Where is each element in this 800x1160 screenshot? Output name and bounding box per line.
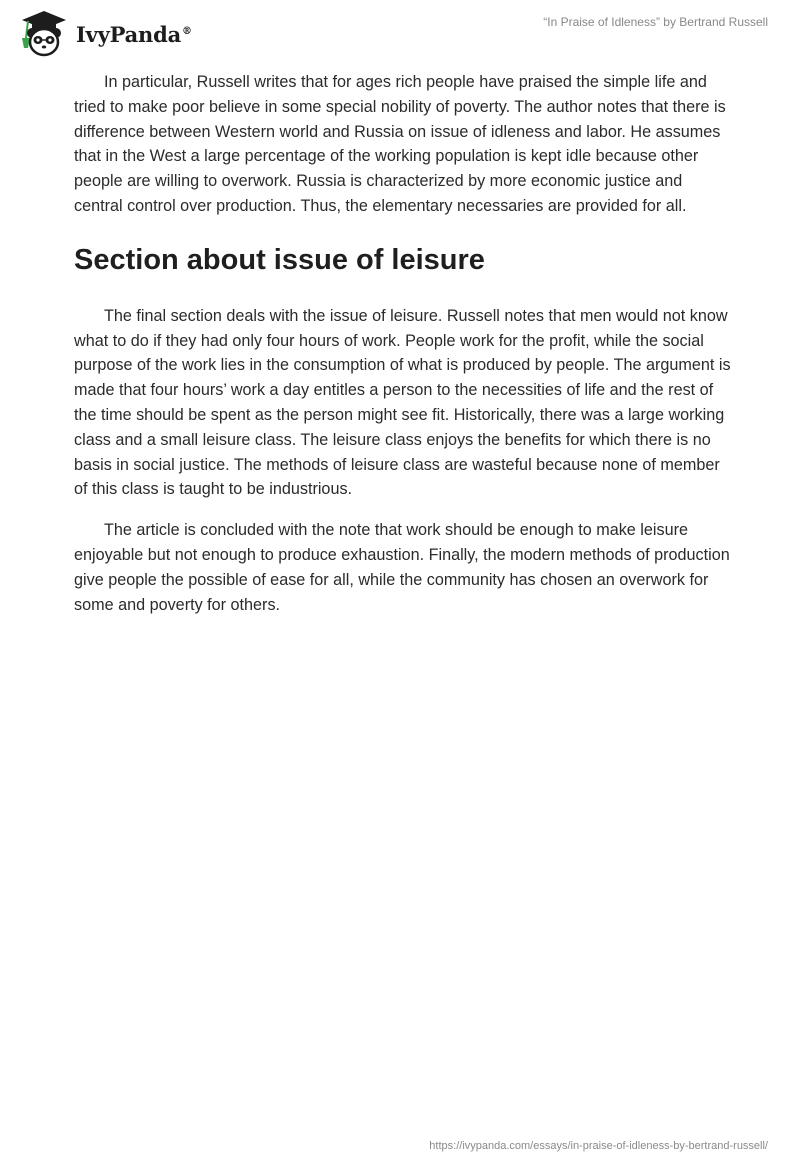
- body-paragraph: In particular, Russell writes that for ages rich people have praised the simple life and tried to make poor believe in some special nobility of poverty. The author notes that there is difference between Western world and Russia on issue of idleness and labor. He assumes that in the West a large percentage of the working population is kept idle because other people are willing to overwork. Russia is characterized by more economic justice and central control over production. Thus, the elementary necessaries are provided for all.: [74, 73, 726, 215]
- document-title: “In Praise of Idleness” by Bertrand Russell: [543, 15, 768, 29]
- brand-name: IvyPanda®: [76, 21, 192, 47]
- body-paragraph: The article is concluded with the note that work should be enough to make leisure enjoyable but not enough to produce exhaustion. Finally, the modern methods of production give people the possible of ease for all, while the community has chosen an overwork for some and poverty for others.: [74, 521, 730, 614]
- essay-content: [74, 70, 734, 617]
- source-url[interactable]: https://ivypanda.com/essays/in-praise-of-idleness-by-bertrand-russell/: [429, 1140, 768, 1152]
- panda-graduate-icon: [14, 8, 72, 58]
- ivypanda-logo[interactable]: [14, 8, 192, 58]
- body-paragraph: The final section deals with the issue of leisure. Russell notes that men would not know what to do if they had only four hours of work. People work for the profit, while the social purpose of the work lies in the consumption of what is produced by people. The argument is made that four hours’ work a day entitles a person to the necessities of life and the rest of the time should be spent as the person might see fit. Historically, there was a large working class and a small leisure class. The leisure class enjoys the benefits for which there is no basis in social justice. The methods of leisure class are wasteful because none of member of this class is taught to be industrious.: [74, 306, 731, 499]
- registered-mark: ®: [182, 25, 192, 37]
- section-heading: Section about issue of leisure: [74, 243, 485, 276]
- page-header: [0, 0, 800, 64]
